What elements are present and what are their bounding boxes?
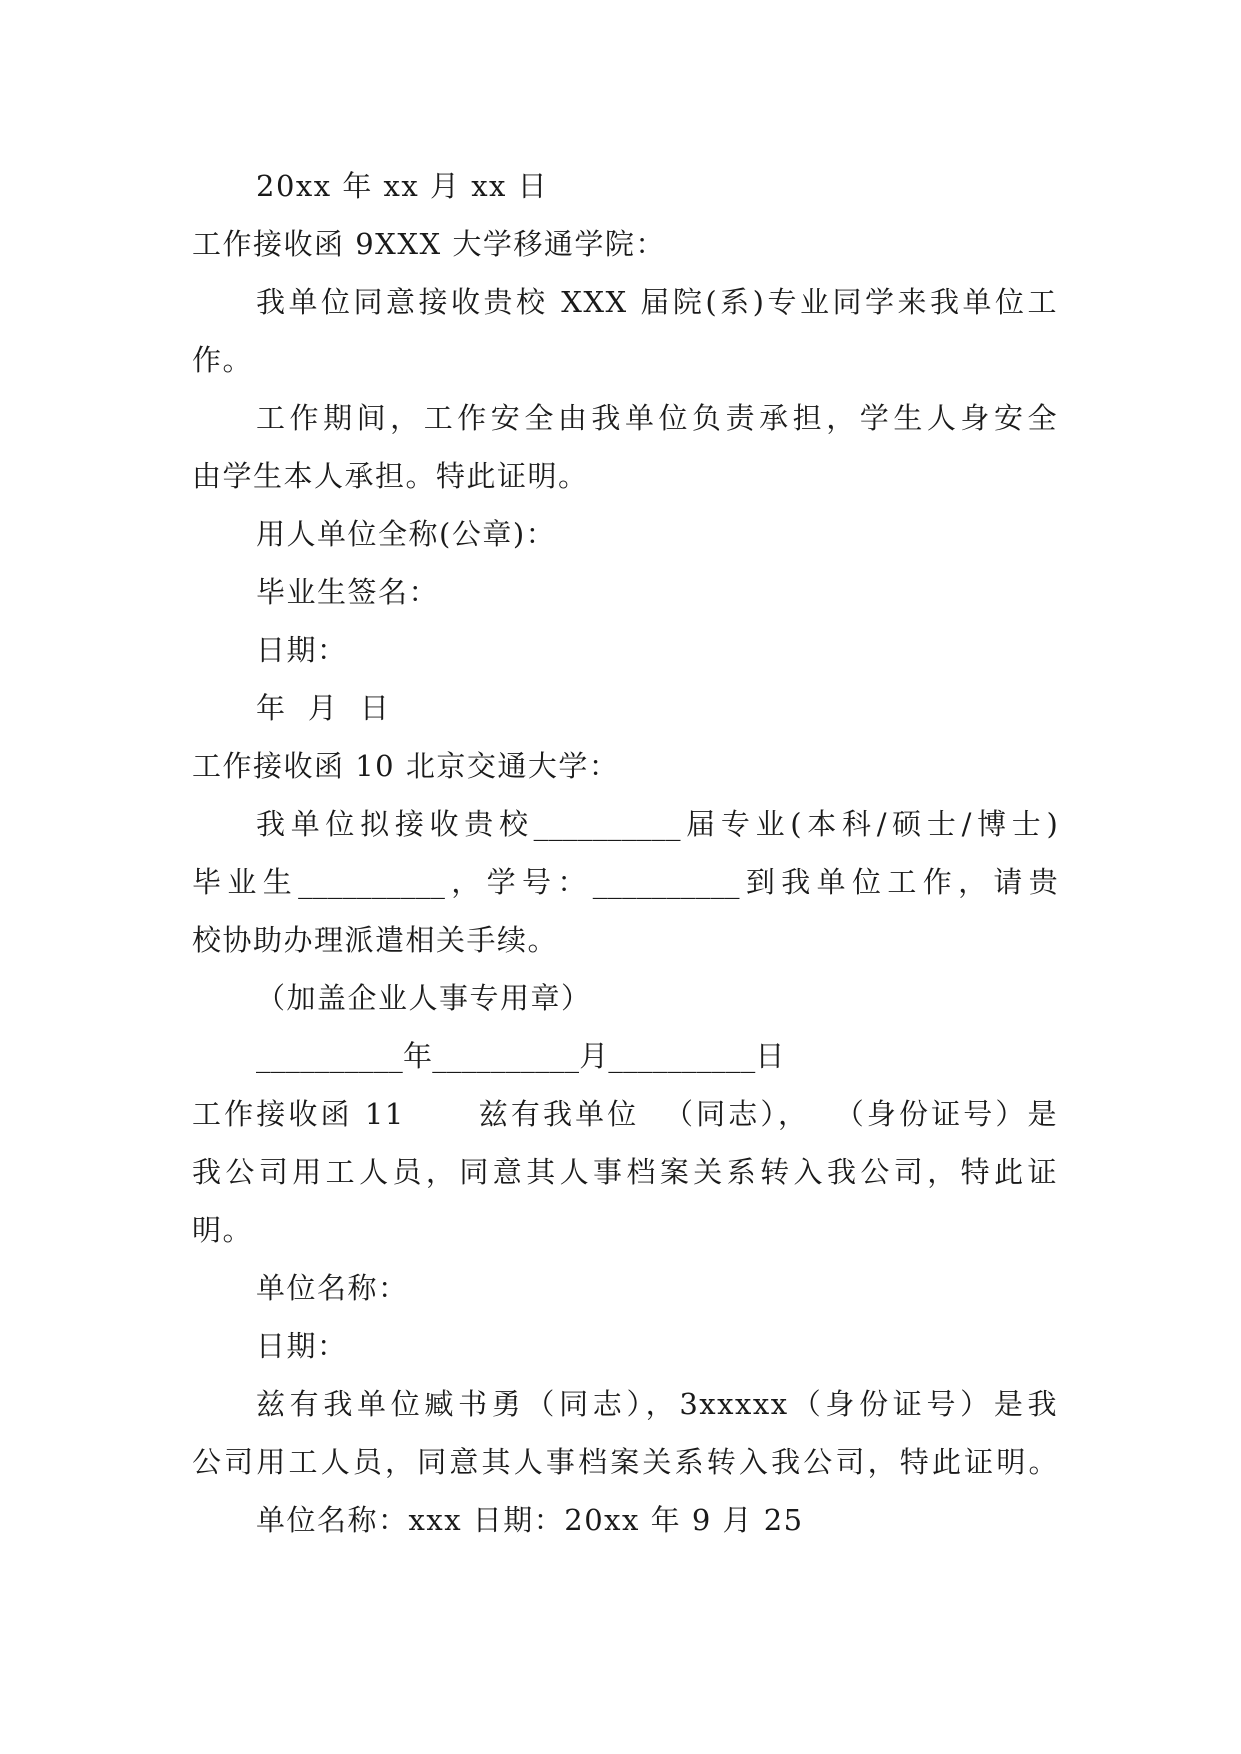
letter-9-body-line-1: 我单位同意接收贵校 XXX 届院(系)专业同学来我单位工 — [256, 285, 1058, 319]
letter-9-safety-line-2: 由学生本人承担。特此证明。 — [192, 459, 589, 493]
blank-date-line: 年 月 日 — [256, 691, 391, 725]
letter-9-body-line-2: 作。 — [192, 343, 254, 377]
date-line: 20xx 年 xx 月 xx 日 — [256, 169, 549, 203]
letter-10-body-line-2: 毕业生__________，学号：__________到我单位工作，请贵 — [192, 865, 1058, 899]
filled-company-and-date: 单位名称：xxx 日期：20xx 年 9 月 25 — [256, 1503, 804, 1537]
letter-11-body-line-3: 明。 — [192, 1213, 254, 1247]
graduate-signature-label: 毕业生签名： — [256, 575, 440, 609]
letter-9-heading: 工作接收函 9XXX 大学移通学院： — [192, 227, 666, 261]
employer-full-name-label: 用人单位全称(公章)： — [256, 517, 557, 551]
date-label-2: 日期： — [256, 1329, 348, 1363]
letter-11-body-line-2: 我公司用工人员，同意其人事档案关系转入我公司，特此证 — [192, 1155, 1058, 1189]
date-label: 日期： — [256, 633, 348, 667]
fill-in-date-line: __________年__________月__________日 — [256, 1039, 785, 1073]
company-name-label: 单位名称： — [256, 1271, 409, 1305]
letter-10-body-line-3: 校协助办理派遣相关手续。 — [192, 923, 559, 957]
company-seal-note: （加盖企业人事专用章） — [256, 981, 592, 1015]
filled-letter-line-2: 公司用工人员，同意其人事档案关系转入我公司，特此证明。 — [192, 1445, 1058, 1479]
letter-9-safety-line-1: 工作期间，工作安全由我单位负责承担，学生人身安全 — [256, 401, 1058, 435]
letter-10-heading: 工作接收函 10 北京交通大学： — [192, 749, 620, 783]
filled-letter-line-1: 兹有我单位臧书勇（同志），3xxxxx（身份证号）是我 — [256, 1387, 1058, 1421]
letter-11-heading-line: 工作接收函 11 兹有我单位 （同志）， （身份证号）是 — [192, 1097, 1058, 1131]
letter-10-body-line-1: 我单位拟接收贵校__________届专业(本科/硕士/博士) — [256, 807, 1058, 841]
